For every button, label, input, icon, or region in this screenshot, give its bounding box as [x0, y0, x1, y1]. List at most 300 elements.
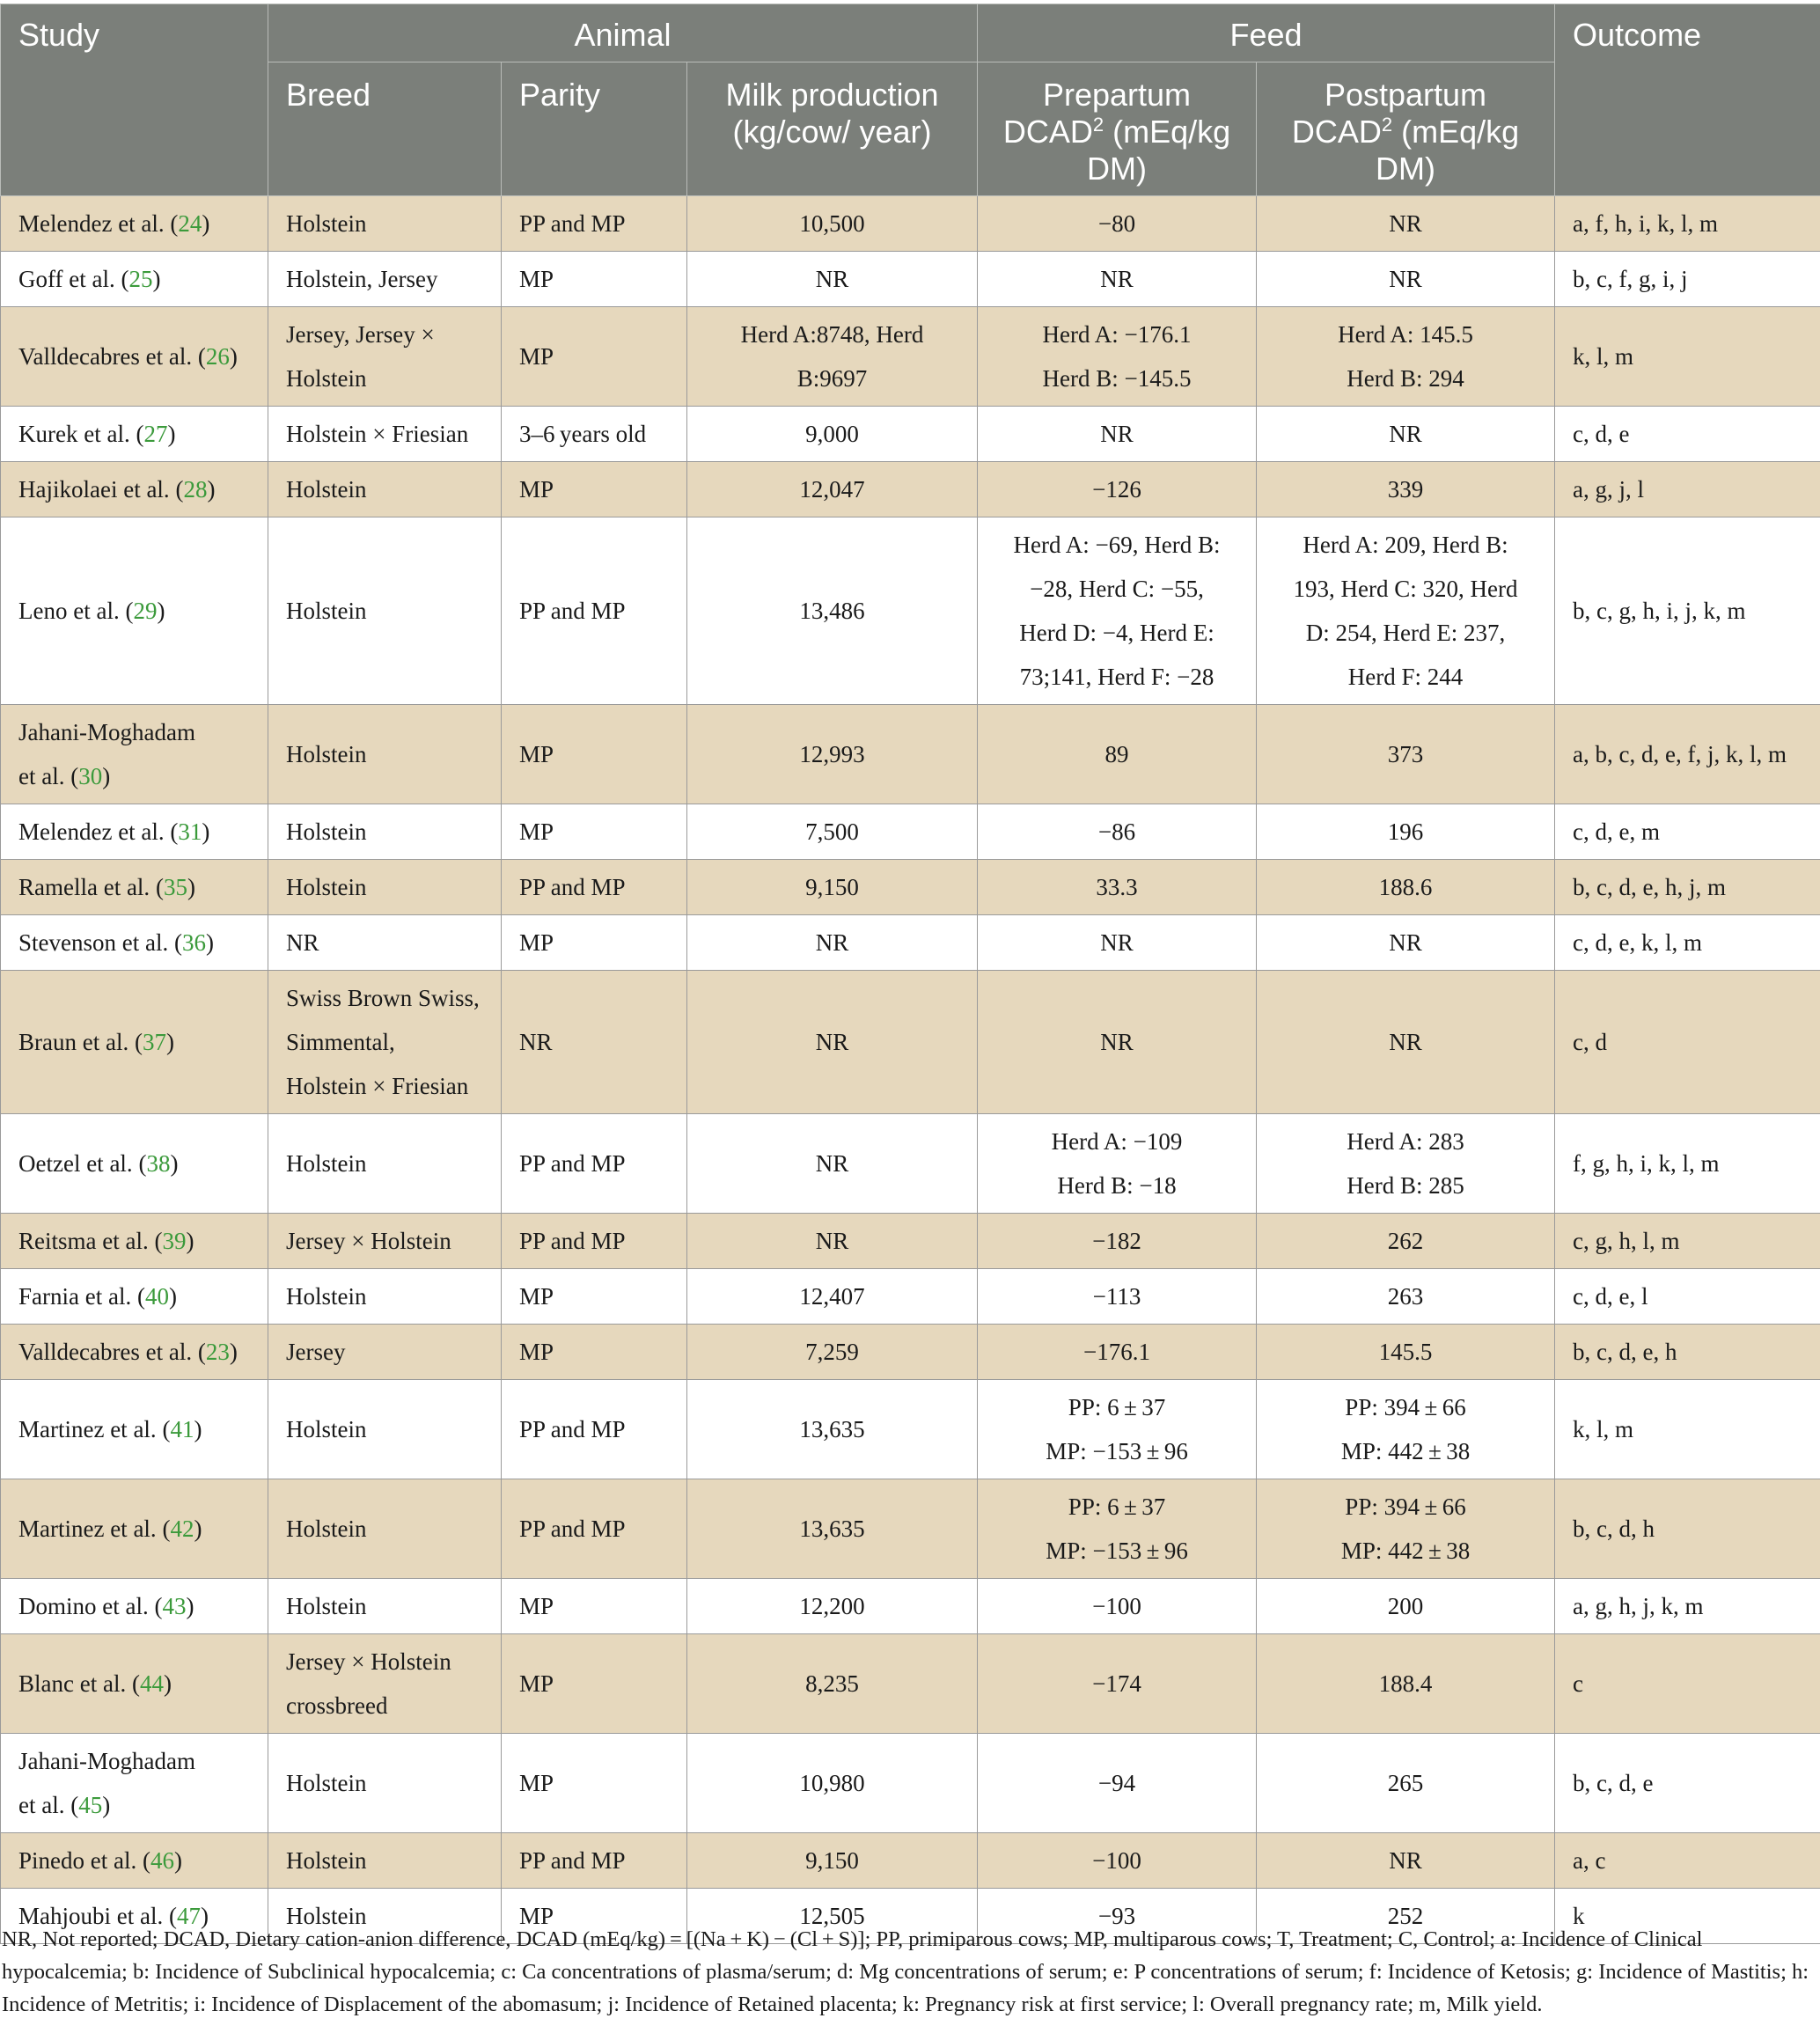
- cell-postpartum-dcad: [1257, 971, 1555, 1114]
- cell-line: 145.5: [1378, 1339, 1433, 1365]
- cell-milk-production: [687, 1579, 978, 1634]
- cell-line: −174: [1092, 1670, 1141, 1697]
- reference-link[interactable]: 31: [178, 818, 202, 845]
- reference-link[interactable]: 28: [183, 476, 208, 503]
- cell-outcome: c, d, e: [1555, 407, 1820, 462]
- reference-link[interactable]: 23: [205, 1339, 230, 1365]
- study-name: Melendez et al.: [18, 818, 165, 845]
- cell-line: Herd A: 283: [1347, 1128, 1464, 1155]
- cell-line: Herd A: 145.5: [1338, 321, 1473, 348]
- table-row: [1, 407, 1820, 462]
- cell-postpartum-dcad: [1257, 196, 1555, 252]
- cell-breed: [268, 252, 502, 307]
- cell-postpartum-dcad: [1257, 1114, 1555, 1214]
- cell-breed: [268, 1325, 502, 1380]
- table-row: [1, 1325, 1820, 1380]
- cell-breed: [268, 1634, 502, 1734]
- table-row: [1, 1479, 1820, 1579]
- cell-line: 12,047: [799, 476, 865, 503]
- cell-milk-production: [687, 307, 978, 407]
- cell-line: −28, Herd C: −55,: [1030, 576, 1204, 602]
- cell-postpartum-dcad: [1257, 860, 1555, 915]
- cell-parity: MP: [502, 462, 687, 517]
- cell-study: Melendez et al. (31): [1, 804, 268, 860]
- cell-outcome: c, d, e, k, l, m: [1555, 915, 1820, 971]
- cell-study: Reitsma et al. (39): [1, 1214, 268, 1269]
- header-breed: Breed: [268, 62, 502, 196]
- reference-link[interactable]: 45: [78, 1792, 103, 1818]
- cell-breed: [268, 1269, 502, 1325]
- cell-breed: [268, 196, 502, 252]
- cell-outcome: b, c, g, h, i, j, k, m: [1555, 517, 1820, 705]
- cell-parity: PP and MP: [502, 1479, 687, 1579]
- cell-line: NR: [815, 1150, 849, 1177]
- cell-milk-production: [687, 252, 978, 307]
- cell-parity: PP and MP: [502, 196, 687, 252]
- cell-breed: [268, 1380, 502, 1479]
- cell-outcome: b, c, d, h: [1555, 1479, 1820, 1579]
- cell-prepartum-dcad: [978, 1114, 1257, 1214]
- cell-postpartum-dcad: [1257, 252, 1555, 307]
- cell-outcome: c, g, h, l, m: [1555, 1214, 1820, 1269]
- cell-postpartum-dcad: [1257, 1634, 1555, 1734]
- reference-link[interactable]: 35: [163, 874, 187, 900]
- cell-breed: [268, 1214, 502, 1269]
- study-name: Braun et al.: [18, 1029, 129, 1055]
- cell-line: 188.4: [1378, 1670, 1433, 1697]
- cell-line: NR: [1100, 266, 1134, 292]
- cell-line: NR: [815, 1029, 849, 1055]
- cell-postpartum-dcad: [1257, 1479, 1555, 1579]
- table-row: [1, 307, 1820, 407]
- cell-milk-production: [687, 407, 978, 462]
- cell-prepartum-dcad: [978, 1634, 1257, 1734]
- cell-line: 13,486: [799, 598, 865, 624]
- reference-link[interactable]: 25: [128, 266, 153, 292]
- cell-line: −113: [1092, 1283, 1141, 1310]
- cell-line: Herd F: 244: [1347, 664, 1464, 690]
- cell-line: 265: [1387, 1770, 1424, 1796]
- cell-prepartum-dcad: [978, 196, 1257, 252]
- cell-milk-production: [687, 915, 978, 971]
- cell-outcome: k: [1555, 1889, 1820, 1944]
- cell-line: Holstein: [286, 1847, 367, 1874]
- cell-line: Holstein: [286, 1283, 367, 1310]
- cell-postpartum-dcad: [1257, 1833, 1555, 1889]
- cell-line: MP: 442 ± 38: [1340, 1538, 1471, 1564]
- cell-line: NR: [815, 266, 849, 292]
- cell-line: 7,259: [805, 1339, 859, 1365]
- cell-study: Stevenson et al. (36): [1, 915, 268, 971]
- study-name-line: et al.: [18, 763, 65, 789]
- reference-link[interactable]: 40: [144, 1283, 169, 1310]
- cell-parity: PP and MP: [502, 517, 687, 705]
- header-prepartum-unit: (mEq/kg DM): [1087, 114, 1231, 187]
- cell-line: −86: [1097, 818, 1136, 845]
- cell-line: −176.1: [1083, 1339, 1150, 1365]
- cell-parity: NR: [502, 971, 687, 1114]
- cell-postpartum-dcad: [1257, 915, 1555, 971]
- cell-breed: [268, 1479, 502, 1579]
- cell-study: Farnia et al. (40): [1, 1269, 268, 1325]
- cell-line: Holstein: [286, 1903, 367, 1929]
- reference-link[interactable]: 46: [150, 1847, 174, 1874]
- cell-line: 339: [1387, 476, 1424, 503]
- cell-line: NR: [815, 1228, 849, 1254]
- cell-line: 9,150: [805, 874, 859, 900]
- cell-prepartum-dcad: [978, 1325, 1257, 1380]
- cell-study: Goff et al. (25): [1, 252, 268, 307]
- cell-line: Holstein: [286, 365, 367, 392]
- study-name-line: Jahani-Moghadam: [18, 1748, 195, 1774]
- cell-line: −94: [1097, 1770, 1136, 1796]
- cell-study: Jahani-Moghadam et al. (30): [1, 705, 268, 804]
- cell-line: MP: −153 ± 96: [1046, 1438, 1188, 1464]
- cell-line: 89: [1104, 741, 1129, 767]
- cell-line: Simmental,: [286, 1029, 395, 1055]
- cell-parity: MP: [502, 1325, 687, 1380]
- cell-line: 252: [1387, 1903, 1424, 1929]
- cell-parity: MP: [502, 1734, 687, 1833]
- table-row: [1, 860, 1820, 915]
- cell-study: Jahani-Moghadam et al. (45): [1, 1734, 268, 1833]
- cell-postpartum-dcad: [1257, 804, 1555, 860]
- cell-line: Holstein, Jersey: [286, 266, 438, 292]
- cell-line: crossbreed: [286, 1692, 388, 1719]
- cell-prepartum-dcad: [978, 1833, 1257, 1889]
- table-row: [1, 915, 1820, 971]
- cell-line: Holstein: [286, 741, 367, 767]
- table-footnote: NR, Not reported; DCAD, Dietary cation-anion difference, DCAD (mEq/kg) = [(Na + K) − (Cl + S)]; PP, primiparous cows; MP, multiparous cows; T, Treatment; C, Control; a: Incidence of Clinical hypocalcemia; b: Incidence of Subclinical hypocalcemia; c: Ca concentrations of plasma/serum; d: Mg concentrations of serum; e: P concentrations of serum; f: Incidence of Ketosis; g: Incidence of Mastitis; h: Incidence of Metritis; i: Incidence of Displacement of the abomasum; j: Incidence of Retained placenta; k: Pregnancy risk at first service; l: Overall pregnancy rate; m, Milk yield.: [2, 1927, 1809, 2016]
- cell-line: MP: −153 ± 96: [1046, 1538, 1188, 1564]
- cell-prepartum-dcad: [978, 517, 1257, 705]
- cell-study: Martinez et al. (41): [1, 1380, 268, 1479]
- cell-milk-production: [687, 1380, 978, 1479]
- reference-link[interactable]: 41: [170, 1416, 194, 1442]
- cell-postpartum-dcad: [1257, 517, 1555, 705]
- header-animal: Animal: [268, 4, 978, 62]
- cell-breed: [268, 407, 502, 462]
- cell-breed: [268, 462, 502, 517]
- cell-line: Holstein: [286, 1593, 367, 1619]
- cell-parity: MP: [502, 1889, 687, 1944]
- cell-line: −100: [1092, 1593, 1141, 1619]
- cell-line: 13,635: [799, 1516, 865, 1542]
- cell-postpartum-dcad: [1257, 1269, 1555, 1325]
- cell-line: 13,635: [799, 1416, 865, 1442]
- cell-line: Herd A: −69, Herd B:: [1013, 532, 1221, 558]
- cell-milk-production: [687, 1214, 978, 1269]
- study-name: Martinez et al.: [18, 1416, 157, 1442]
- cell-parity: MP: [502, 1579, 687, 1634]
- cell-line: Herd B: −145.5: [1042, 365, 1192, 392]
- cell-line: 33.3: [1096, 874, 1138, 900]
- cell-outcome: a, c: [1555, 1833, 1820, 1889]
- cell-study: Kurek et al. (27): [1, 407, 268, 462]
- cell-breed: [268, 1833, 502, 1889]
- cell-line: 188.6: [1378, 874, 1433, 900]
- reference-link[interactable]: 39: [162, 1228, 187, 1254]
- cell-postpartum-dcad: [1257, 1325, 1555, 1380]
- cell-line: Holstein: [286, 1516, 367, 1542]
- table-row: [1, 804, 1820, 860]
- study-name-line: Jahani-Moghadam: [18, 719, 195, 745]
- cell-line: −126: [1092, 476, 1141, 503]
- cell-outcome: f, g, h, i, k, l, m: [1555, 1114, 1820, 1214]
- cell-parity: MP: [502, 307, 687, 407]
- cell-line: Herd B: 294: [1347, 365, 1464, 392]
- table-row: [1, 1579, 1820, 1634]
- cell-breed: [268, 971, 502, 1114]
- cell-line: 12,505: [799, 1903, 865, 1929]
- cell-prepartum-dcad: [978, 1479, 1257, 1579]
- cell-prepartum-dcad: [978, 407, 1257, 462]
- study-name: Valldecabres et al.: [18, 1339, 193, 1365]
- cell-study: Hajikolaei et al. (28): [1, 462, 268, 517]
- cell-line: D: 254, Herd E: 237,: [1305, 620, 1506, 646]
- study-name-line: et al.: [18, 1792, 65, 1818]
- cell-line: 196: [1387, 818, 1424, 845]
- reference-link[interactable]: 24: [178, 210, 202, 237]
- cell-outcome: a, b, c, d, e, f, j, k, l, m: [1555, 705, 1820, 804]
- cell-breed: [268, 860, 502, 915]
- cell-prepartum-dcad: [978, 462, 1257, 517]
- cell-milk-production: [687, 1325, 978, 1380]
- cell-line: 10,500: [799, 210, 865, 237]
- cell-milk-production: [687, 705, 978, 804]
- table-row: [1, 1269, 1820, 1325]
- header-postpartum-label: Postpartum DCAD: [1291, 77, 1487, 150]
- cell-line: 200: [1387, 1593, 1424, 1619]
- cell-line: Holstein: [286, 874, 367, 900]
- cell-milk-production: [687, 196, 978, 252]
- study-name: Oetzel et al.: [18, 1150, 133, 1177]
- cell-prepartum-dcad: [978, 252, 1257, 307]
- reference-link[interactable]: 26: [205, 343, 230, 370]
- cell-study: Braun et al. (37): [1, 971, 268, 1114]
- header-postpartum-dcad: [1257, 62, 1555, 196]
- cell-prepartum-dcad: [978, 1579, 1257, 1634]
- cell-prepartum-dcad: [978, 307, 1257, 407]
- cell-parity: PP and MP: [502, 1114, 687, 1214]
- cell-breed: [268, 1734, 502, 1833]
- header-postpartum-footnote-mark: 2: [1381, 114, 1393, 136]
- reference-link[interactable]: 27: [143, 421, 168, 447]
- cell-line: Jersey: [286, 1339, 346, 1365]
- cell-milk-production: [687, 517, 978, 705]
- cell-line: NR: [1389, 1029, 1422, 1055]
- cell-parity: PP and MP: [502, 1214, 687, 1269]
- table-row: [1, 196, 1820, 252]
- reference-link[interactable]: 29: [133, 598, 158, 624]
- reference-link[interactable]: 36: [181, 929, 206, 956]
- cell-study: Mahjoubi et al. (47): [1, 1889, 268, 1944]
- cell-outcome: c, d, e, m: [1555, 804, 1820, 860]
- cell-prepartum-dcad: [978, 1734, 1257, 1833]
- cell-line: Herd A: −109: [1051, 1128, 1183, 1155]
- cell-prepartum-dcad: [978, 1214, 1257, 1269]
- cell-study: Leno et al. (29): [1, 517, 268, 705]
- cell-line: 10,980: [799, 1770, 865, 1796]
- cell-line: Holstein: [286, 1770, 367, 1796]
- study-name: Valldecabres et al.: [18, 343, 193, 370]
- cell-line: PP: 394 ± 66: [1345, 1394, 1466, 1420]
- cell-line: −182: [1092, 1228, 1141, 1254]
- cell-outcome: k, l, m: [1555, 1380, 1820, 1479]
- table-row: [1, 1734, 1820, 1833]
- cell-line: 373: [1387, 741, 1424, 767]
- study-name: Mahjoubi et al.: [18, 1903, 164, 1929]
- cell-outcome: b, c, d, e, h, j, m: [1555, 860, 1820, 915]
- cell-postpartum-dcad: [1257, 1579, 1555, 1634]
- study-name: Leno et al.: [18, 598, 120, 624]
- cell-line: Holstein: [286, 476, 367, 503]
- cell-milk-production: [687, 1634, 978, 1734]
- cell-study: Oetzel et al. (38): [1, 1114, 268, 1214]
- cell-milk-production: [687, 804, 978, 860]
- cell-line: Jersey, Jersey ×: [286, 321, 435, 348]
- header-milk-production: Milk production (kg/cow/ year): [687, 62, 978, 196]
- cell-line: 12,200: [799, 1593, 865, 1619]
- cell-parity: MP: [502, 1634, 687, 1734]
- cell-outcome: c: [1555, 1634, 1820, 1734]
- header-prepartum-dcad: [978, 62, 1257, 196]
- cell-outcome: b, c, f, g, i, j: [1555, 252, 1820, 307]
- cell-line: 9,150: [805, 1847, 859, 1874]
- cell-parity: MP: [502, 705, 687, 804]
- table-row: [1, 1214, 1820, 1269]
- table-row: [1, 462, 1820, 517]
- cell-line: −93: [1097, 1903, 1136, 1929]
- cell-study: Ramella et al. (35): [1, 860, 268, 915]
- cell-parity: MP: [502, 915, 687, 971]
- cell-parity: PP and MP: [502, 1833, 687, 1889]
- cell-study: Valldecabres et al. (23): [1, 1325, 268, 1380]
- cell-line: PP: 6 ± 37: [1068, 1394, 1166, 1420]
- cell-study: Pinedo et al. (46): [1, 1833, 268, 1889]
- study-name: Melendez et al.: [18, 210, 165, 237]
- cell-milk-production: [687, 1479, 978, 1579]
- header-outcome: Outcome: [1555, 4, 1820, 196]
- cell-line: NR: [1389, 929, 1422, 956]
- cell-milk-production: [687, 1734, 978, 1833]
- cell-parity: 3–6 years old: [502, 407, 687, 462]
- cell-line: MP: 442 ± 38: [1340, 1438, 1471, 1464]
- reference-link[interactable]: 42: [170, 1516, 194, 1542]
- study-name: Goff et al.: [18, 266, 115, 292]
- cell-line: Herd A:8748, Herd: [740, 321, 924, 348]
- cell-line: PP: 394 ± 66: [1345, 1494, 1466, 1520]
- study-name: Domino et al.: [18, 1593, 149, 1619]
- cell-line: 9,000: [805, 421, 859, 447]
- cell-line: NR: [1389, 1847, 1422, 1874]
- reference-link[interactable]: 37: [142, 1029, 166, 1055]
- cell-parity: MP: [502, 252, 687, 307]
- header-parity: Parity: [502, 62, 687, 196]
- cell-outcome: b, c, d, e, h: [1555, 1325, 1820, 1380]
- cell-line: 263: [1387, 1283, 1424, 1310]
- study-name: Pinedo et al.: [18, 1847, 137, 1874]
- cell-outcome: a, g, j, l: [1555, 462, 1820, 517]
- cell-prepartum-dcad: [978, 915, 1257, 971]
- table-header: [1, 4, 1820, 196]
- cell-line: 193, Herd C: 320, Herd: [1293, 576, 1518, 602]
- cell-parity: MP: [502, 1269, 687, 1325]
- reference-link[interactable]: 38: [146, 1150, 171, 1177]
- cell-prepartum-dcad: [978, 1269, 1257, 1325]
- reference-link[interactable]: 47: [176, 1903, 201, 1929]
- cell-postpartum-dcad: [1257, 1734, 1555, 1833]
- header-study: Study: [1, 4, 268, 196]
- cell-line: Holstein: [286, 818, 367, 845]
- cell-milk-production: [687, 971, 978, 1114]
- table-row: [1, 1833, 1820, 1889]
- cell-milk-production: [687, 1269, 978, 1325]
- table-row: [1, 517, 1820, 705]
- cell-line: 8,235: [805, 1670, 859, 1697]
- cell-breed: [268, 307, 502, 407]
- cell-postpartum-dcad: [1257, 407, 1555, 462]
- study-name: Farnia et al.: [18, 1283, 132, 1310]
- cell-line: NR: [815, 929, 849, 956]
- cell-postpartum-dcad: [1257, 462, 1555, 517]
- cell-line: Holstein: [286, 210, 367, 237]
- reference-link[interactable]: 43: [162, 1593, 187, 1619]
- table-container: [0, 4, 1820, 1944]
- cell-study: Domino et al. (43): [1, 1579, 268, 1634]
- header-prepartum-label: Prepartum DCAD: [1002, 77, 1192, 150]
- cell-parity: MP: [502, 804, 687, 860]
- cell-prepartum-dcad: [978, 705, 1257, 804]
- cell-line: Holstein: [286, 598, 367, 624]
- table-row: [1, 1114, 1820, 1214]
- cell-line: Holstein: [286, 1150, 367, 1177]
- study-name: Hajikolaei et al.: [18, 476, 170, 503]
- cell-study: Melendez et al. (24): [1, 196, 268, 252]
- reference-link[interactable]: 30: [78, 763, 103, 789]
- cell-milk-production: [687, 860, 978, 915]
- cell-outcome: a, f, h, i, k, l, m: [1555, 196, 1820, 252]
- cell-postpartum-dcad: [1257, 307, 1555, 407]
- study-name: Kurek et al.: [18, 421, 130, 447]
- cell-prepartum-dcad: [978, 804, 1257, 860]
- cell-line: Holstein: [286, 1416, 367, 1442]
- cell-outcome: a, g, h, j, k, m: [1555, 1579, 1820, 1634]
- cell-breed: [268, 517, 502, 705]
- table-row: [1, 1634, 1820, 1734]
- cell-outcome: c, d: [1555, 971, 1820, 1114]
- cell-line: NR: [286, 929, 319, 956]
- cell-line: Jersey × Holstein: [286, 1228, 451, 1254]
- cell-line: PP: 6 ± 37: [1068, 1494, 1166, 1520]
- cell-prepartum-dcad: [978, 971, 1257, 1114]
- cell-milk-production: [687, 462, 978, 517]
- cell-prepartum-dcad: [978, 860, 1257, 915]
- table-row: [1, 705, 1820, 804]
- cell-line: NR: [1100, 929, 1134, 956]
- cell-line: Holstein × Friesian: [286, 421, 469, 447]
- study-name: Martinez et al.: [18, 1516, 157, 1542]
- table-body: [1, 196, 1820, 1944]
- cell-breed: [268, 804, 502, 860]
- reference-link[interactable]: 44: [139, 1670, 164, 1697]
- cell-postpartum-dcad: [1257, 1214, 1555, 1269]
- cell-outcome: b, c, d, e: [1555, 1734, 1820, 1833]
- cell-postpartum-dcad: [1257, 705, 1555, 804]
- header-postpartum-unit: (mEq/kg DM): [1376, 114, 1520, 187]
- study-table: [0, 4, 1820, 1944]
- cell-line: B:9697: [796, 365, 868, 392]
